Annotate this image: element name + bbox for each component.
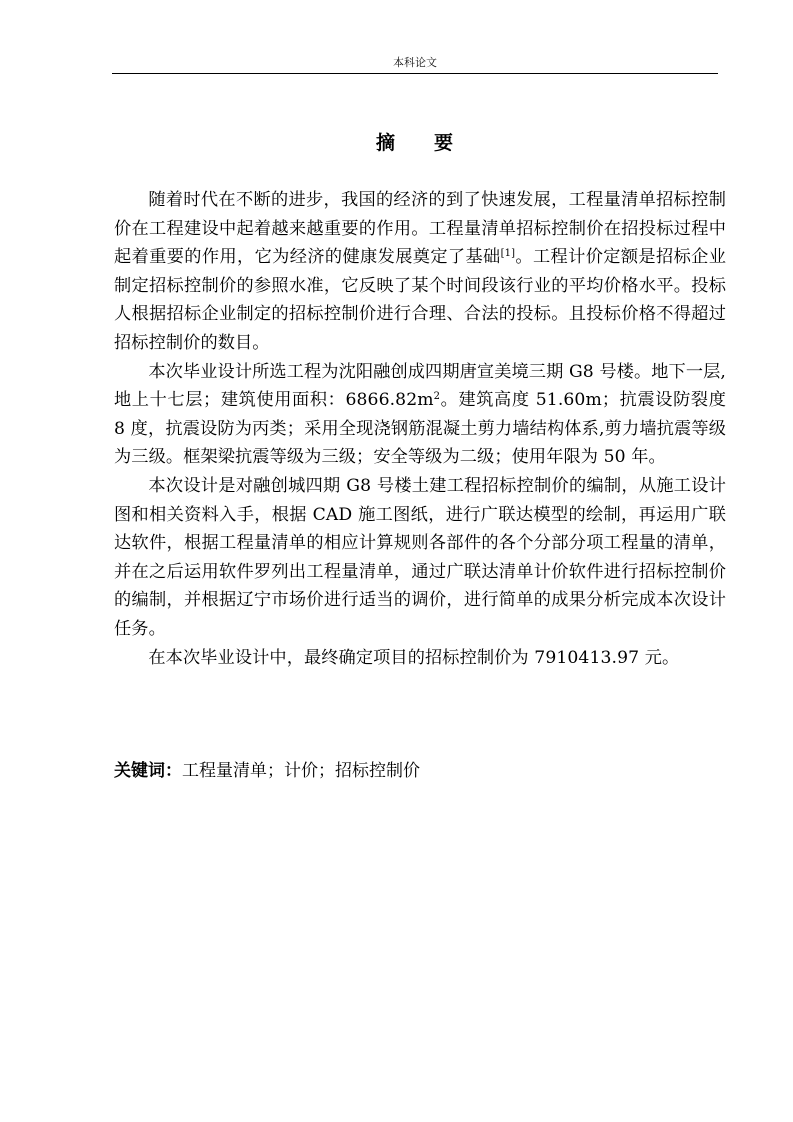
abstract-paragraph-4: 在本次毕业设计中，最终确定项目的招标控制价为 7910413.97 元。 <box>148 647 680 668</box>
abstract-title <box>112 131 718 155</box>
area-unit-superscript: 2 <box>433 391 441 403</box>
running-header: 本科论文 <box>393 56 437 69</box>
header-rule <box>112 73 718 74</box>
paragraph-1-text-a: 随着时代在不断的进步，我国的经济的到了快速发展，工程量清单招标控制价在工程建设中起着越来越重要的作用。工程量清单招标控制价在招投标过程中起着重要的作用，它为经济的健康发展奠定了基础 <box>114 190 726 268</box>
abstract-paragraph-2 <box>114 358 726 472</box>
keywords-label: 关键词： <box>114 761 182 781</box>
abstract-body <box>114 186 726 672</box>
keywords-line <box>114 758 720 784</box>
citation-1: [1] <box>500 248 516 260</box>
paragraph-1-text-b: 。工程计价定额是招标企业制定招标控制价的参照水准，它反映了某个时间段该行业的平均价格水平。投标人根据招标企业制定的招标控制价进行合理、合法的投标。且投标价格不得超过招标控制价的数目。 <box>114 247 727 353</box>
paragraph-2-text-a: 本次毕业设计所选工程为沈阳融创成四期唐宣美境三期 G8 号楼。地下一层,地上十七层；建筑使用面积：6866.82m <box>114 361 726 411</box>
abstract-paragraph-1 <box>114 186 726 358</box>
abstract-paragraph-3: 本次设计是对融创城四期 G8 号楼土建工程招标控制价的编制，从施工设计图和相关资料入手，根据 CAD 施工图纸，进行广联达模型的绘制，再运用广联达软件，根据工程量清单的相应计算规则各部件的各个分部分项工程量的清单，并在之后运用软件罗列出工程量清单，通过广联达清单计价软件进行招标控制价的编制，并根据辽宁市场价进行适当的调价，进行简单的成果分析完成本次设计任务。 <box>114 475 726 639</box>
keywords-value: 工程量清单；计价；招标控制价 <box>182 761 420 781</box>
abstract-title-char-1: 摘 <box>375 132 396 154</box>
paragraph-2-text-b: 。建筑高度 51.60m；抗震设防裂度 8 度，抗震设防为丙类；采用全现浇钢筋混凝土剪力墙结构体系,剪力墙抗震等级为三级。框架梁抗震等级为三级；安全等级为二级；使用年限为 50 年。 <box>114 390 726 468</box>
abstract-title-char-2: 要 <box>434 132 455 154</box>
